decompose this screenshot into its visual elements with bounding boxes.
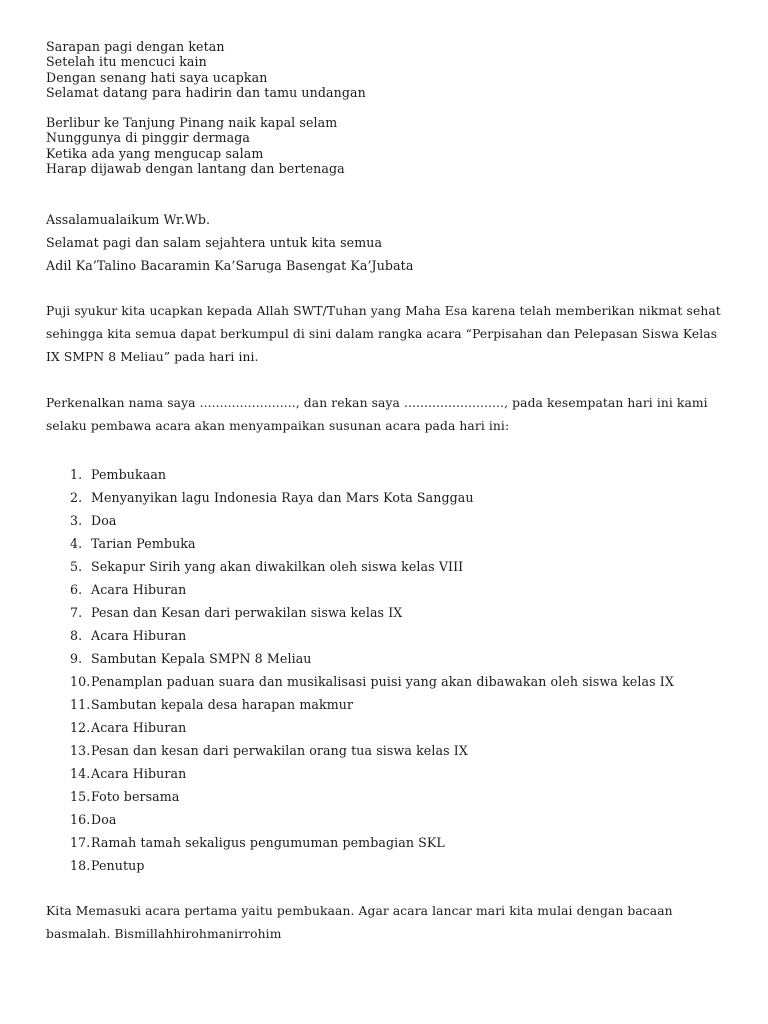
- list-item-text: Pembukaan: [91, 467, 167, 483]
- list-item-text: Pesan dan Kesan dari perwakilan siswa kelas IX: [91, 605, 403, 621]
- pantun-line: Sarapan pagi dengan ketan: [46, 39, 225, 54]
- paragraph-closing: Kita Memasuki acara pertama yaitu pembukaan. Agar acara lancar mari kita mulai dengan bacaan basmalah. Bismillahhirohmanirrohim: [46, 904, 673, 942]
- paragraph-intro: Puji syukur kita ucapkan kepada Allah SWT/Tuhan yang Maha Esa karena telah memberikan nikmat sehat sehingga kita semua dapat berkumpul di sini dalam rangka acara “Perpisahan dan Pelepasan Siswa Kelas IX SMPN 8 Meliau” pada hari ini.: [46, 304, 721, 365]
- list-item-text: Acara Hiburan: [91, 766, 187, 782]
- list-item: [46, 486, 726, 509]
- list-item-text: Acara Hiburan: [91, 720, 187, 736]
- list-item-text: Doa: [91, 812, 117, 828]
- list-item-number: 1.: [70, 467, 83, 483]
- list-item-number: 11.: [70, 697, 91, 713]
- list-item: [46, 716, 726, 739]
- list-item: [46, 555, 726, 578]
- list-item-number: 12.: [70, 720, 91, 736]
- pantun-line: Harap dijawab dengan lantang dan bertenaga: [46, 161, 345, 177]
- pantun-line: Nunggunya di pinggir dermaga: [46, 130, 251, 146]
- list-item-number: 4.: [70, 536, 83, 552]
- list-item-text: Penutup: [91, 858, 145, 874]
- list-item-text: Acara Hiburan: [91, 628, 187, 644]
- greeting-line: Adil Ka’Talino Bacaramin Ka’Saruga Basengat Ka’Jubata: [46, 258, 414, 274]
- agenda-list: [46, 463, 726, 877]
- list-item-text: Doa: [91, 513, 117, 529]
- list-item: [46, 601, 726, 624]
- list-item: [46, 808, 726, 831]
- list-item-number: 13.: [70, 743, 91, 759]
- list-item-text: Menyanyikan lagu Indonesia Raya dan Mars Kota Sanggau: [91, 490, 474, 506]
- list-item-number: 7.: [70, 605, 83, 621]
- list-item-text: Sambutan Kepala SMPN 8 Meliau: [91, 651, 312, 667]
- list-item-number: 10.: [70, 674, 91, 690]
- list-item-number: 14.: [70, 766, 91, 782]
- list-item: [46, 762, 726, 785]
- list-item: [46, 509, 726, 532]
- list-item-number: 5.: [70, 559, 83, 575]
- list-item-text: Acara Hiburan: [91, 582, 187, 598]
- list-item: [46, 578, 726, 601]
- list-item-number: 6.: [70, 582, 83, 598]
- pantun-opening: [46, 39, 726, 100]
- list-item-text: Penamplan paduan suara dan musikalisasi puisi yang akan dibawakan oleh siswa kelas IX: [91, 674, 674, 690]
- document-page: [46, 39, 726, 946]
- pantun-line: Ketika ada yang mengucap salam: [46, 145, 264, 161]
- list-item-text: Sambutan kepala desa harapan makmur: [91, 697, 354, 713]
- list-item-number: 9.: [70, 651, 83, 667]
- list-item-text: Tarian Pembuka: [91, 536, 196, 552]
- list-item: [46, 785, 726, 808]
- list-item-number: 17.: [70, 835, 91, 851]
- list-item-text: Pesan dan kesan dari perwakilan orang tua siswa kelas IX: [91, 743, 468, 759]
- pantun-line: Berlibur ke Tanjung Pinang naik kapal selam: [46, 115, 338, 131]
- pantun-salam: [46, 115, 726, 176]
- list-item: [46, 831, 726, 854]
- list-item: [46, 647, 726, 670]
- list-item: [46, 739, 726, 762]
- list-item-text: Foto bersama: [91, 789, 180, 805]
- list-item-number: 3.: [70, 513, 83, 529]
- greeting-line: Assalamualaikum Wr.Wb.: [46, 212, 211, 228]
- list-item-number: 8.: [70, 628, 83, 644]
- list-item: [46, 463, 726, 486]
- pantun-line: Selamat datang para hadirin dan tamu undangan: [46, 84, 366, 100]
- list-item-number: 18.: [70, 858, 91, 874]
- list-item: [46, 693, 726, 716]
- list-item-number: 15.: [70, 789, 91, 805]
- list-item: [46, 854, 726, 877]
- greeting-line: Selamat pagi dan salam sejahtera untuk kita semua: [46, 235, 383, 251]
- list-item: [46, 624, 726, 647]
- list-item-text: Sekapur Sirih yang akan diwakilkan oleh siswa kelas VIII: [91, 559, 464, 575]
- paragraph-hosts: Perkenalkan nama saya ........................, dan rekan saya ........................., pada kesempatan hari ini kami selaku pembawa acara akan menyampaikan susunan acara pada hari ini:: [46, 396, 708, 434]
- list-item-number: 2.: [70, 490, 83, 506]
- greetings: [46, 208, 726, 277]
- list-item: [46, 670, 726, 693]
- pantun-line: Dengan senang hati saya ucapkan: [46, 69, 268, 85]
- list-item-number: 16.: [70, 812, 91, 828]
- pantun-line: Setelah itu mencuci kain: [46, 54, 207, 70]
- list-item: [46, 532, 726, 555]
- list-item-text: Ramah tamah sekaligus pengumuman pembagian SKL: [91, 835, 445, 851]
